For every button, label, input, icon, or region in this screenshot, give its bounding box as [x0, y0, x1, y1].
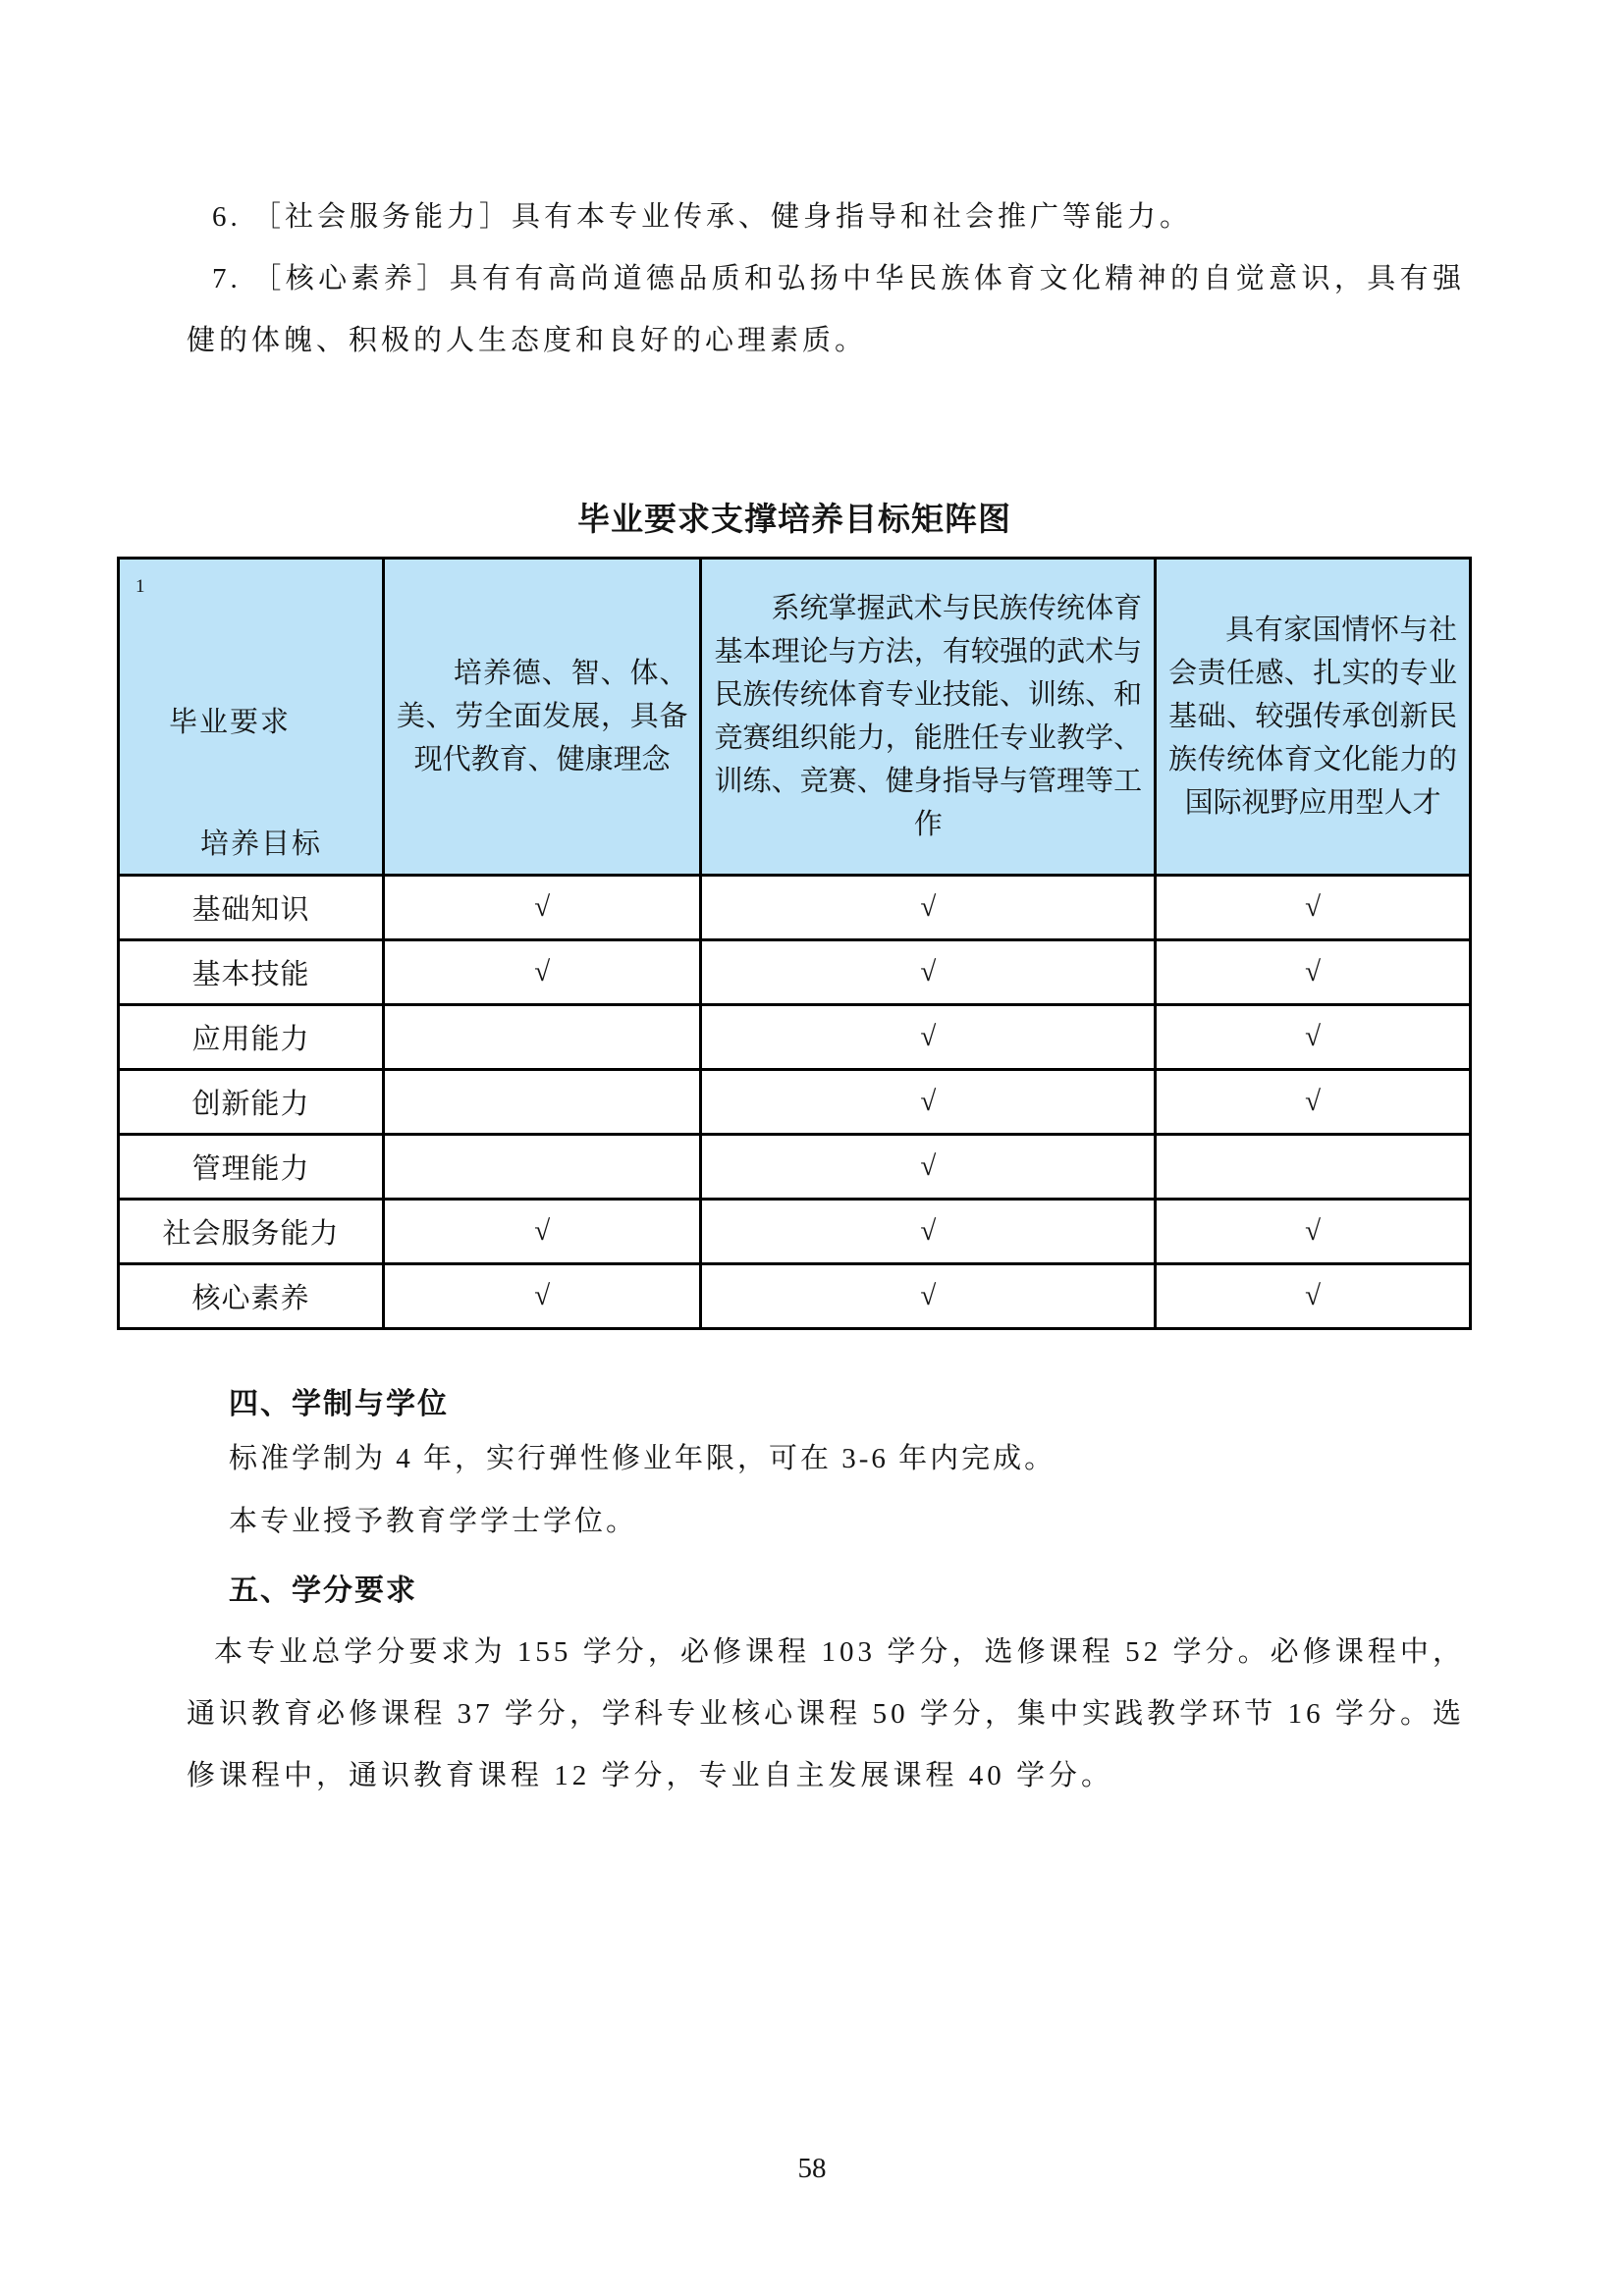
check-cell: √: [701, 1070, 1156, 1135]
section-4-heading: 四、学制与学位: [229, 1388, 449, 1420]
table-row: [119, 1070, 1471, 1135]
check-cell: √: [383, 1200, 701, 1264]
requirement-label: 社会服务能力: [119, 1200, 384, 1264]
check-cell: √: [1156, 1005, 1471, 1070]
check-cell: √: [383, 876, 701, 940]
check-cell: √: [1156, 1070, 1471, 1135]
matrix-corner-cell: [119, 559, 384, 876]
check-cell: √: [383, 1264, 701, 1329]
objective-header-1: 培养德、智、体、美、劳全面发展，具备现代教育、健康理念: [383, 559, 701, 876]
requirement-label: 创新能力: [119, 1070, 384, 1135]
corner-marker: 1: [135, 576, 145, 597]
check-cell: √: [1156, 1200, 1471, 1264]
ability-item-7: 7. ［核心素养］具有有高尚道德品质和弘扬中华民族体育文化精神的自觉意识，具有强健的体魄、积极的人生态度和良好的心理素质。: [187, 263, 1465, 356]
intro-paragraphs: [187, 187, 1465, 372]
section-5-paragraph: 本专业总学分要求为 155 学分，必修课程 103 学分，选修课程 52 学分。必修课程中，通识教育必修课程 37 学分，学科专业核心课程 50 学分，集中实践教学环节 16 学分。选修课程中，通识教育课程 12 学分，专业自主发展课程 40 学分。: [187, 1636, 1465, 1791]
check-cell: √: [701, 1135, 1156, 1200]
page-number: 58: [797, 2153, 827, 2184]
check-cell: [1156, 1135, 1471, 1200]
section-5-heading: 五、学分要求: [229, 1575, 417, 1607]
objective-header-3: 具有家国情怀与社会责任感、扎实的专业基础、较强传承创新民族传统体育文化能力的国际视野应用型人才: [1156, 559, 1471, 876]
matrix-header-row: [119, 559, 1471, 876]
check-cell: √: [1156, 1264, 1471, 1329]
check-cell: [383, 1005, 701, 1070]
matrix-table-title: 毕业要求支撑培养目标矩阵图: [577, 503, 1011, 538]
corner-bottom-label: 培养目标: [200, 828, 323, 860]
check-cell: √: [701, 1005, 1156, 1070]
table-row: [119, 1264, 1471, 1329]
section-4-paragraph-2: 本专业授予教育学学士学位。: [229, 1506, 638, 1537]
table-row: [119, 876, 1471, 940]
check-cell: [383, 1135, 701, 1200]
table-row: [119, 1135, 1471, 1200]
requirement-label: 核心素养: [119, 1264, 384, 1329]
requirement-label: 基础知识: [119, 876, 384, 940]
check-cell: √: [1156, 940, 1471, 1005]
requirement-label: 应用能力: [119, 1005, 384, 1070]
corner-top-label: 毕业要求: [169, 707, 292, 738]
ability-item-6: 6. ［社会服务能力］具有本专业传承、健身指导和社会推广等能力。: [212, 201, 1193, 233]
check-cell: √: [701, 1264, 1156, 1329]
lower-sections: [187, 1382, 1465, 1807]
check-cell: √: [383, 940, 701, 1005]
check-cell: √: [701, 1200, 1156, 1264]
check-cell: √: [701, 940, 1156, 1005]
section-4-paragraph-1: 标准学制为 4 年，实行弹性修业年限，可在 3-6 年内完成。: [229, 1443, 1056, 1474]
requirement-label: 基本技能: [119, 940, 384, 1005]
table-row: [119, 1200, 1471, 1264]
table-row: [119, 940, 1471, 1005]
table-row: [119, 1005, 1471, 1070]
check-cell: √: [701, 876, 1156, 940]
check-cell: √: [1156, 876, 1471, 940]
graduation-requirements-matrix-table: [117, 557, 1472, 1330]
requirement-label: 管理能力: [119, 1135, 384, 1200]
check-cell: [383, 1070, 701, 1135]
objective-header-2: 系统掌握武术与民族传统体育基本理论与方法，有较强的武术与民族传统体育专业技能、训练、和竞赛组织能力，能胜任专业教学、训练、竞赛、健身指导与管理等工作: [701, 559, 1156, 876]
